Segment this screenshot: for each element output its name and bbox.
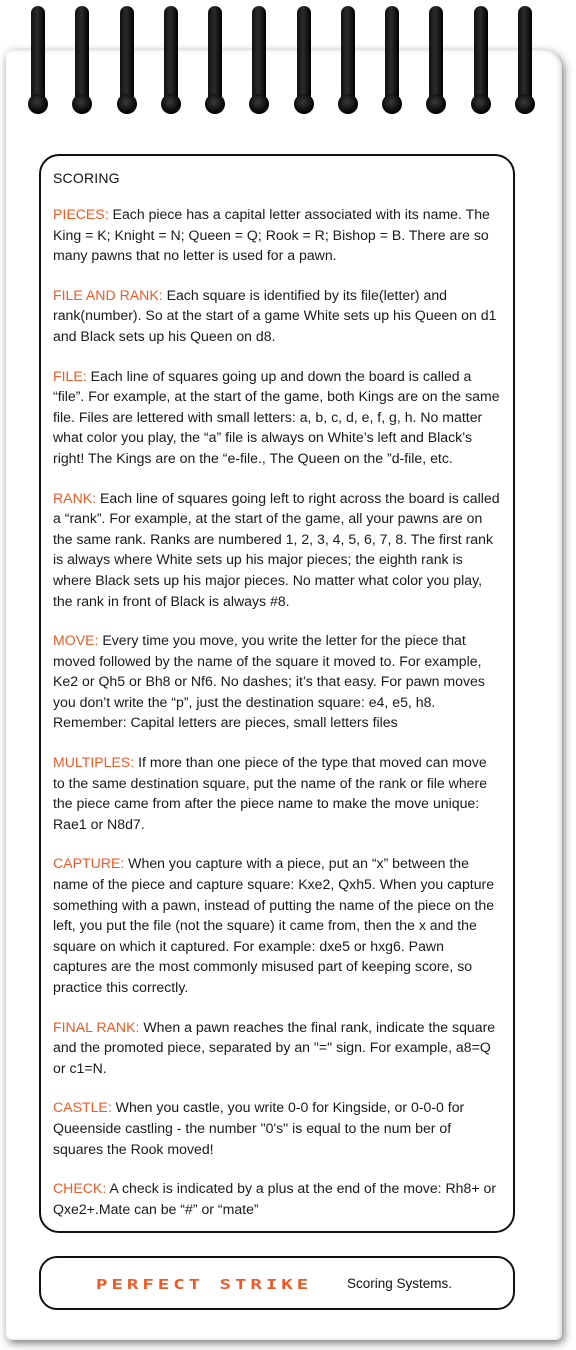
- section-label: CASTLE:: [53, 1099, 112, 1116]
- binding-ring: [474, 6, 488, 112]
- binding-ring: [518, 6, 532, 112]
- binding-ring: [341, 6, 355, 112]
- section-text: Each line of squares going left to right across the board is called a “rank”. For example, at the start of the game, all your pawns are on the same rank. Ranks are numbered 1, 2, 3, 4, 5, 6, 7, 8. The first rank is always where White sets up his major pieces; the eighth rank is where Black sets up his major pieces. No matter what color you play, the rank in front of Black is always #8.: [53, 489, 500, 609]
- brand-tagline: Scoring Systems.: [347, 1276, 453, 1291]
- binding-ring: [385, 6, 399, 112]
- section-label: RANK:: [53, 489, 97, 506]
- section-label: FINAL RANK:: [53, 1018, 140, 1035]
- scoring-rules-panel: [39, 154, 515, 1233]
- section-text: Each piece has a capital letter associated with its name. The King = K; Knight = N; Queen = Q; Rook = R; Bishop = B. There are so many pawns that no letter is used for a pawn.: [53, 206, 490, 264]
- binding-ring: [252, 6, 266, 112]
- section-pieces: [53, 204, 501, 266]
- section-file: [53, 366, 501, 469]
- section-check: [53, 1178, 501, 1219]
- binding-ring: [164, 6, 178, 112]
- section-label: CHECK:: [53, 1180, 107, 1197]
- section-text: Each square is identified by its file(letter) and rank(number). So at the start of a game White sets up his Queen on d1 and Black sets up his Queen on d8.: [53, 286, 497, 344]
- page-title: SCORING: [53, 170, 120, 186]
- spiral-binding: [0, 0, 576, 115]
- section-label: CAPTURE:: [53, 855, 125, 872]
- section-text: When you castle, you write 0-0 for Kingside, or 0-0-0 for Queenside castling - the number "0's" is equal to the num ber of squares the Rook moved!: [53, 1099, 465, 1157]
- section-text: When you capture with a piece, put an “x” between the name of the piece and capture square: Kxe2, Qxh5. When you capture something with a pawn, instead of putting the name of the piece on the left, you put the file (not the square) it came from, then the x and the square on which it captured. For example: dxe5 or hxg6. Pawn captures are the most commonly misused part of keeping score, so practice this correctly.: [53, 855, 495, 995]
- section-file-and-rank: [53, 285, 501, 347]
- binding-ring: [208, 6, 222, 112]
- binding-ring: [120, 6, 134, 112]
- brand-footer: [39, 1256, 515, 1310]
- section-multiples: [53, 752, 501, 834]
- binding-ring: [31, 6, 45, 112]
- section-text: A check is indicated by a plus at the end of the move: Rh8+ or Qxe2+.Mate can be “#” or “mate”: [53, 1180, 497, 1217]
- section-castle: [53, 1097, 501, 1159]
- brand-logo: PERFECT STRIKE: [96, 1277, 313, 1293]
- section-text: Every time you move, you write the letter for the piece that moved followed by the name of the square it moved to. For example, Ke2 or Qh5 or Bh8 or Nf6. No dashes; it’s that easy. For pawn moves you don’t write the “p”, just the destination square: e4, e5, h8. Remember: Capital letters are pieces, small letters files: [53, 632, 485, 731]
- section-label: MOVE:: [53, 632, 99, 649]
- section-final-rank: [53, 1017, 501, 1079]
- section-text: When a pawn reaches the final rank, indicate the square and the promoted piece, separated by an "=" sign. For example, a8=Q or c1=N.: [53, 1018, 496, 1076]
- section-rank: [53, 488, 501, 612]
- section-label: PIECES:: [53, 206, 109, 222]
- section-capture: [53, 853, 501, 997]
- section-label: MULTIPLES:: [53, 754, 135, 771]
- section-label: FILE AND RANK:: [53, 286, 163, 303]
- binding-ring: [75, 6, 89, 112]
- section-move: [53, 630, 501, 733]
- section-text: Each line of squares going up and down the board is called a “file”. For example, at the start of the game, both Kings are on the same file. Files are lettered with small letters: a, b, c, d, e, f, g, h. No matter what color you play, the “a” file is always on White’s left and Black’s right! The Kings are on the “e-file., The Queen on the ”d-file, etc.: [53, 367, 500, 466]
- section-label: FILE:: [53, 367, 87, 384]
- section-text: If more than one piece of the type that moved can move to the same destination square, put the name of the rank or file where the piece came from after the piece name to make the move unique: Rae1 or N8d7.: [53, 754, 488, 832]
- binding-ring: [297, 6, 311, 112]
- binding-ring: [429, 6, 443, 112]
